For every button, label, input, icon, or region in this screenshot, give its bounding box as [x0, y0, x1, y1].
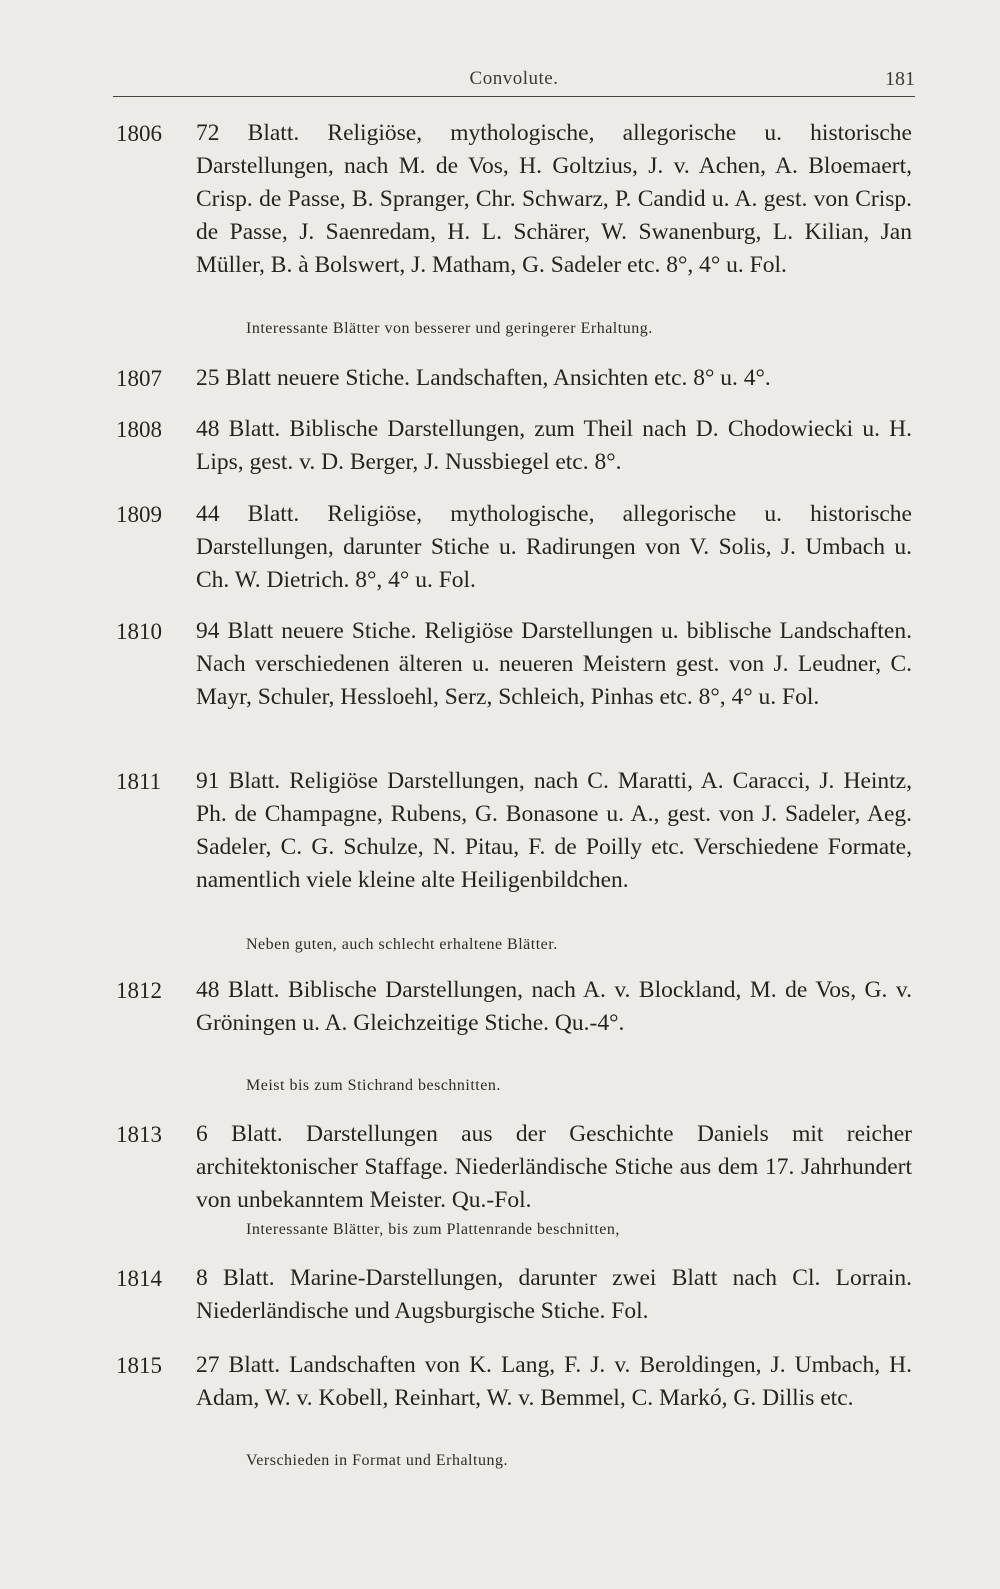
entry-description: 6 Blatt. Darstellungen aus der Geschichte Daniels mit reicher architektonischer Staffage. Niederländische Stiche aus dem 17. Jahrhundert von unbekanntem Meister. Qu.-Fol.	[196, 1121, 912, 1213]
entry-note: Meist bis zum Stichrand beschnitten.	[246, 1077, 501, 1094]
entry-description: 91 Blatt. Religiöse Darstellungen, nach C. Maratti, A. Caracci, J. Heintz, Ph. de Champagne, Rubens, G. Bonasone u. A., gest. von J. Sadeler, Aeg. Sadeler, C. G. Schulze, N. Pitau, F. de Poilly etc. Verschiedene Formate, namentlich viele kleine alte Heiligenbildchen.	[196, 768, 912, 893]
lot-number: 1811	[116, 769, 162, 794]
running-header	[113, 66, 915, 97]
lot-number: 1809	[116, 502, 162, 527]
entry-description: 44 Blatt. Religiöse, mythologische, allegorische u. historische Darstellungen, darunter Stiche u. Radirungen von V. Solis, J. Umbach u. Ch. W. Dietrich. 8°, 4° u. Fol.	[196, 501, 912, 593]
lot-number: 1808	[116, 417, 162, 442]
page-number: 181	[885, 68, 915, 90]
entry-description: 27 Blatt. Landschaften von K. Lang, F. J. v. Beroldingen, J. Umbach, H. Adam, W. v. Kobell, Reinhart, W. v. Bemmel, C. Markó, G. Dillis etc.	[196, 1352, 912, 1411]
entry-note: Interessante Blätter von besserer und geringerer Erhaltung.	[246, 320, 653, 337]
entry-description: 48 Blatt. Biblische Darstellungen, nach A. v. Blockland, M. de Vos, G. v. Gröningen u. A. Gleichzeitige Stiche. Qu.-4°.	[196, 977, 912, 1036]
lot-number: 1806	[116, 121, 162, 146]
entry-description: 48 Blatt. Biblische Darstellungen, zum Theil nach D. Chodowiecki u. H. Lips, gest. v. D. Berger, J. Nussbiegel etc. 8°.	[196, 416, 912, 475]
entry-description: 8 Blatt. Marine-Darstellungen, darunter zwei Blatt nach Cl. Lorrain. Niederländische und Augsburgische Stiche. Fol.	[196, 1265, 912, 1324]
entry-description: 94 Blatt neuere Stiche. Religiöse Darstellungen u. biblische Landschaften. Nach verschiedenen älteren u. neueren Meistern gest. von J. Leudner, C. Mayr, Schuler, Hessloehl, Serz, Schleich, Pinhas etc. 8°, 4° u. Fol.	[196, 618, 912, 710]
lot-number: 1807	[116, 366, 162, 391]
entry-note: Verschieden in Format und Erhaltung.	[246, 1452, 508, 1469]
lot-number: 1812	[116, 978, 162, 1003]
lot-number: 1810	[116, 619, 162, 644]
lot-number: 1815	[116, 1353, 162, 1378]
entry-note: Neben guten, auch schlecht erhaltene Blätter.	[246, 936, 558, 953]
entry-description: 72 Blatt. Religiöse, mythologische, allegorische u. historische Darstellungen, nach M. de Vos, H. Goltzius, J. v. Achen, A. Bloemaert, Crisp. de Passe, B. Spranger, Chr. Schwarz, P. Candid u. A. gest. von Crisp. de Passe, J. Saenredam, H. L. Schärer, W. Swanenburg, L. Kilian, Jan Müller, B. à Bolswert, J. Matham, G. Sadeler etc. 8°, 4° u. Fol.	[196, 120, 912, 278]
lot-number: 1814	[116, 1266, 162, 1291]
entry-note: Interessante Blätter, bis zum Plattenrande beschnitten,	[246, 1221, 620, 1238]
entry-description: 25 Blatt neuere Stiche. Landschaften, Ansichten etc. 8° u. 4°.	[196, 365, 771, 391]
header-title: Convolute.	[469, 68, 559, 89]
lot-number: 1813	[116, 1122, 162, 1147]
